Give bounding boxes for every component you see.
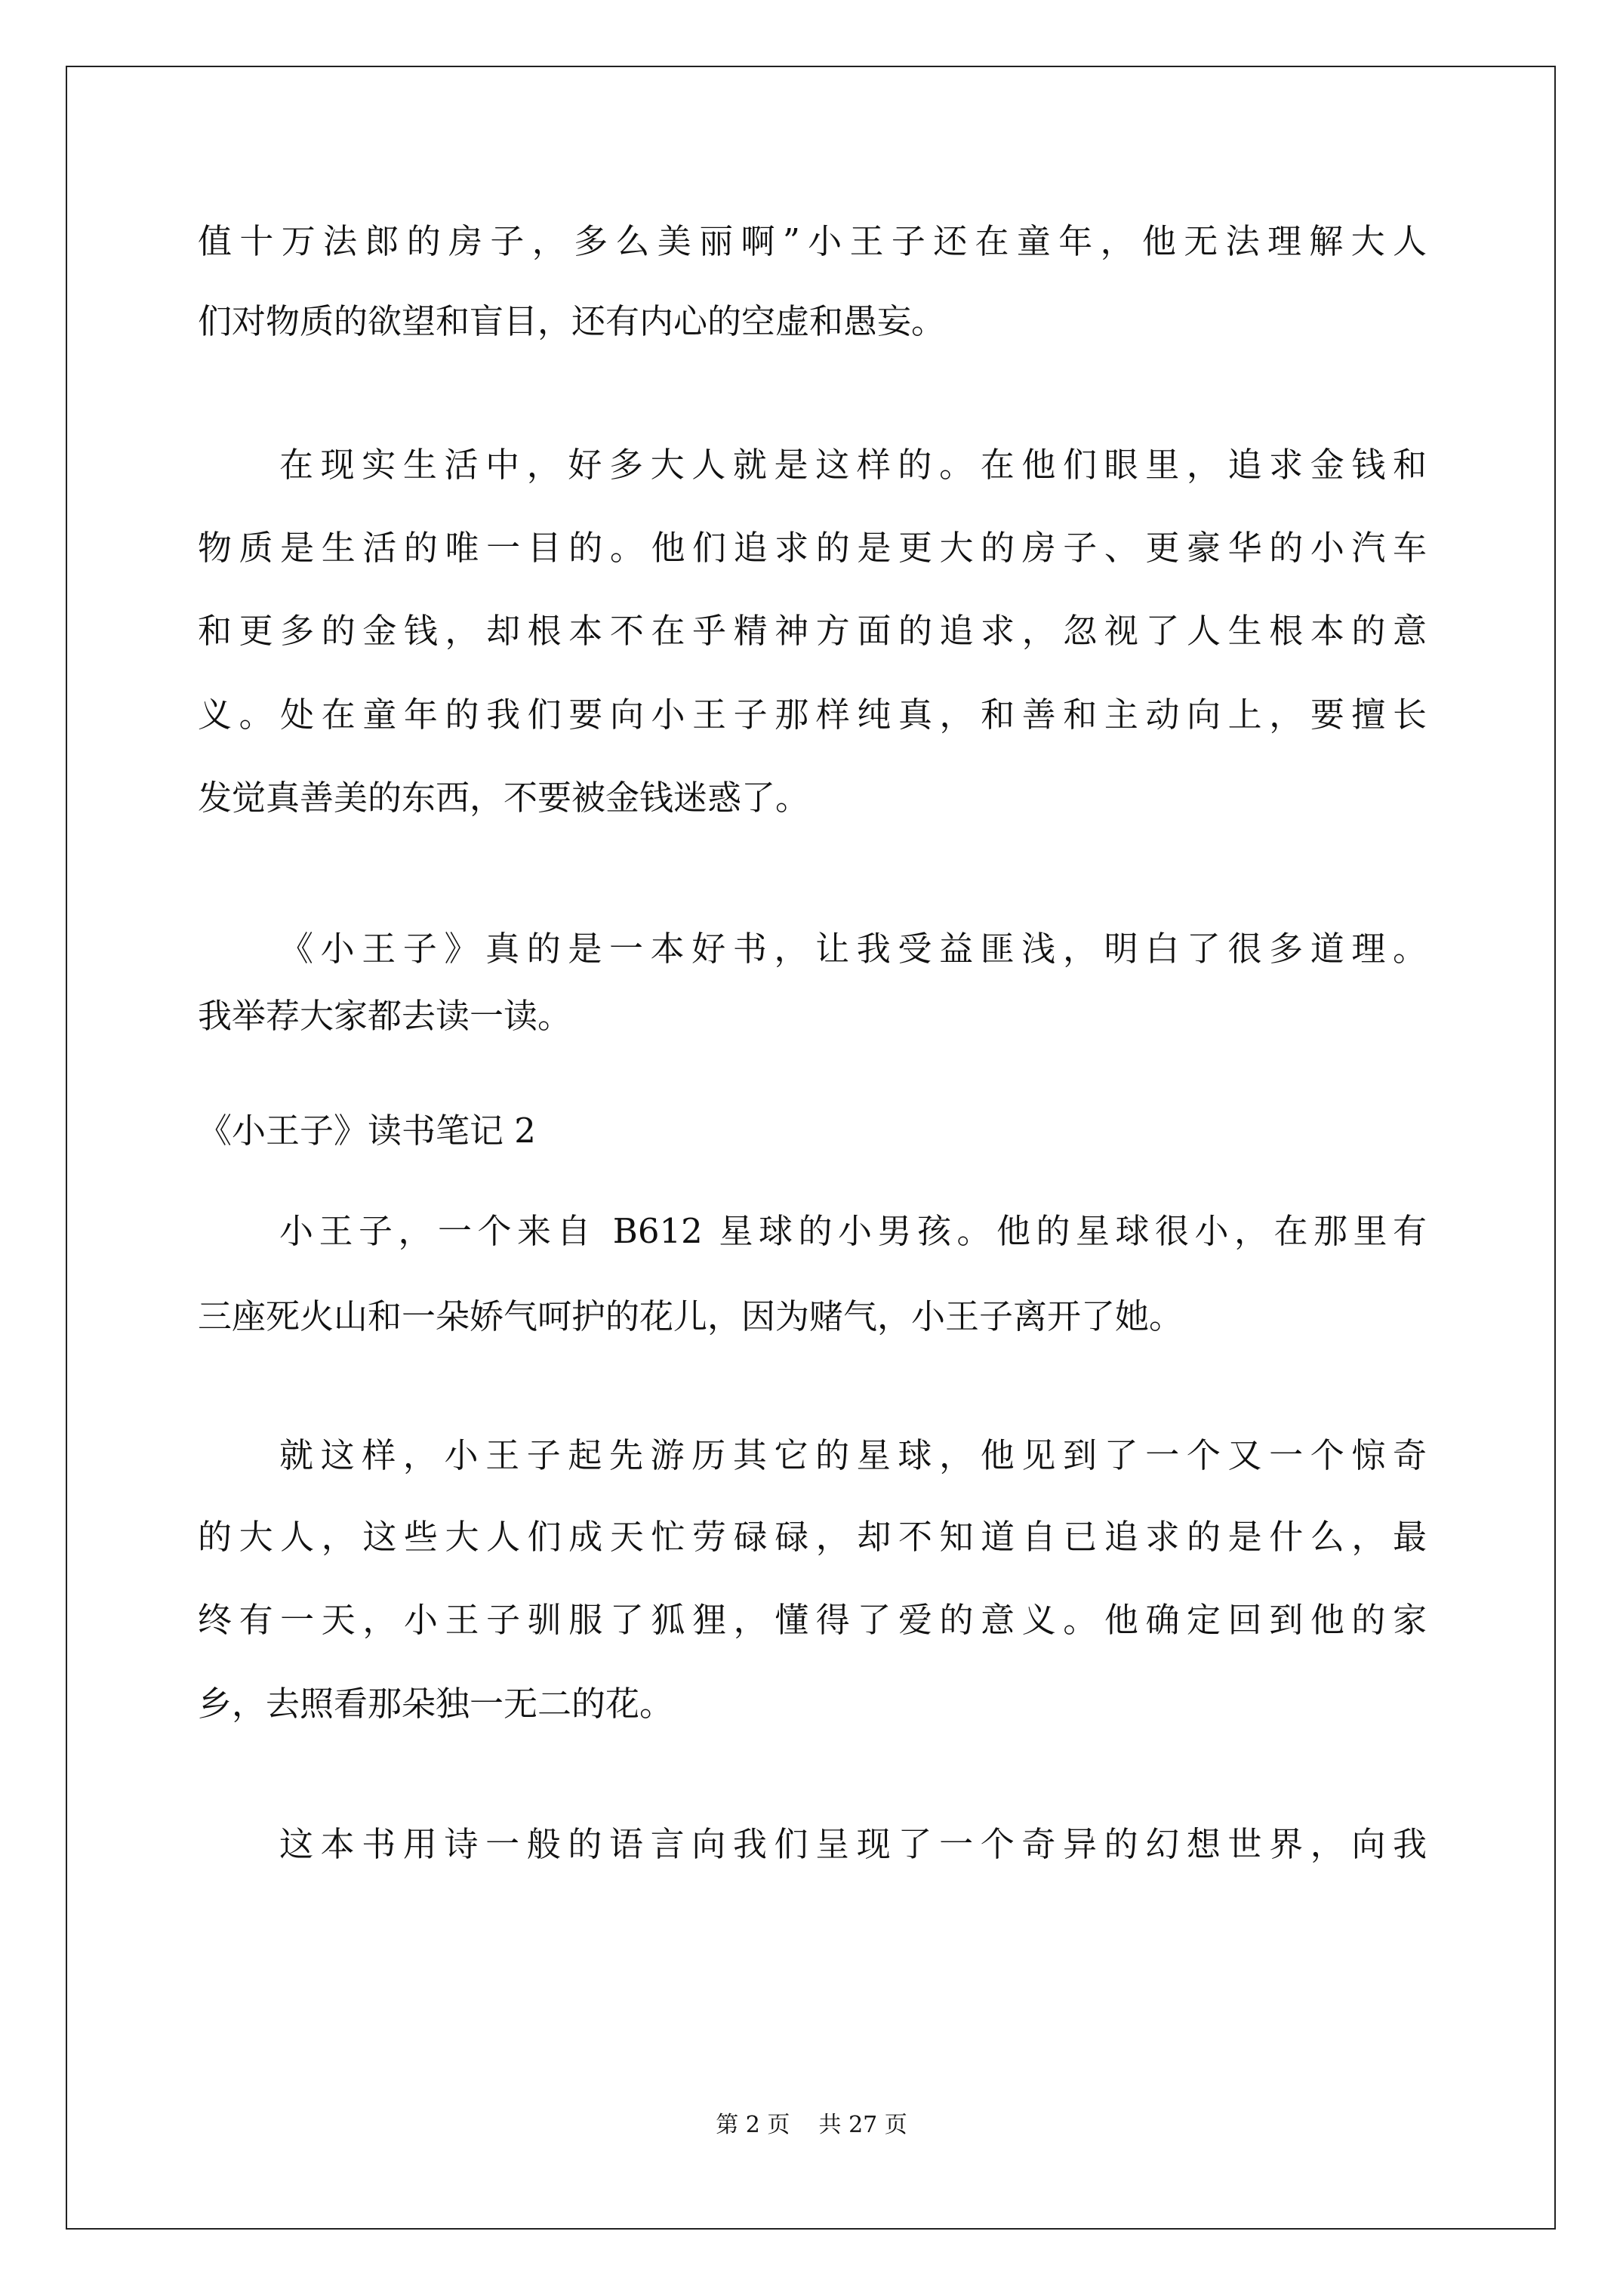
section-heading: 《小王子》读书笔记 2 [198,1111,536,1151]
total-pages: 共 27 页 [818,2112,907,2138]
text-line: 三座死火山和一朵娇气呵护的花儿，因为赌气，小王子离开了她。 [198,1296,1184,1336]
text-line: 乡，去照看那朵独一无二的花。 [198,1684,674,1724]
text-line: 们对物质的欲望和盲目，还有内心的空虚和愚妄。 [198,301,946,341]
text-line: 就这样，小王子起先游历其它的星球，他见到了一个又一个惊奇 [279,1435,1427,1475]
text-line: 小王子，一个来自 B612 星球的小男孩。他的星球很小，在那里有 [279,1211,1427,1251]
text-line: 这本书用诗一般的语言向我们呈现了一个奇异的幻想世界，向我 [279,1824,1427,1864]
text-line: 和更多的金钱，却根本不在乎精神方面的追求，忽视了人生根本的意 [198,611,1427,651]
text-line: 值十万法郎的房子，多么美丽啊”小王子还在童年，他无法理解大人 [198,221,1427,261]
footer-spacer [790,2112,818,2138]
page-footer [0,2110,1623,2140]
text-line: 《小王子》真的是一本好书，让我受益匪浅，明白了很多道理。 [279,929,1427,969]
text-line: 发觉真善美的东西，不要被金钱迷惑了。 [198,778,810,818]
page-number: 第 2 页 [716,2112,790,2138]
text-line: 义。处在童年的我们要向小王子那样纯真，和善和主动向上，要擅长 [198,695,1427,735]
text-line: 的大人，这些大人们成天忙劳碌碌，却不知道自已追求的是什么，最 [198,1517,1427,1557]
text-line: 物质是生活的唯一目的。他们追求的是更大的房子、更豪华的小汽车 [198,528,1427,568]
text-line: 在现实生活中，好多大人就是这样的。在他们眼里，追求金钱和 [279,445,1427,485]
text-line: 我举荐大家都去读一读。 [198,996,572,1036]
text-line: 终有一天，小王子驯服了狐狸，懂得了爱的意义。他确定回到他的家 [198,1600,1427,1640]
